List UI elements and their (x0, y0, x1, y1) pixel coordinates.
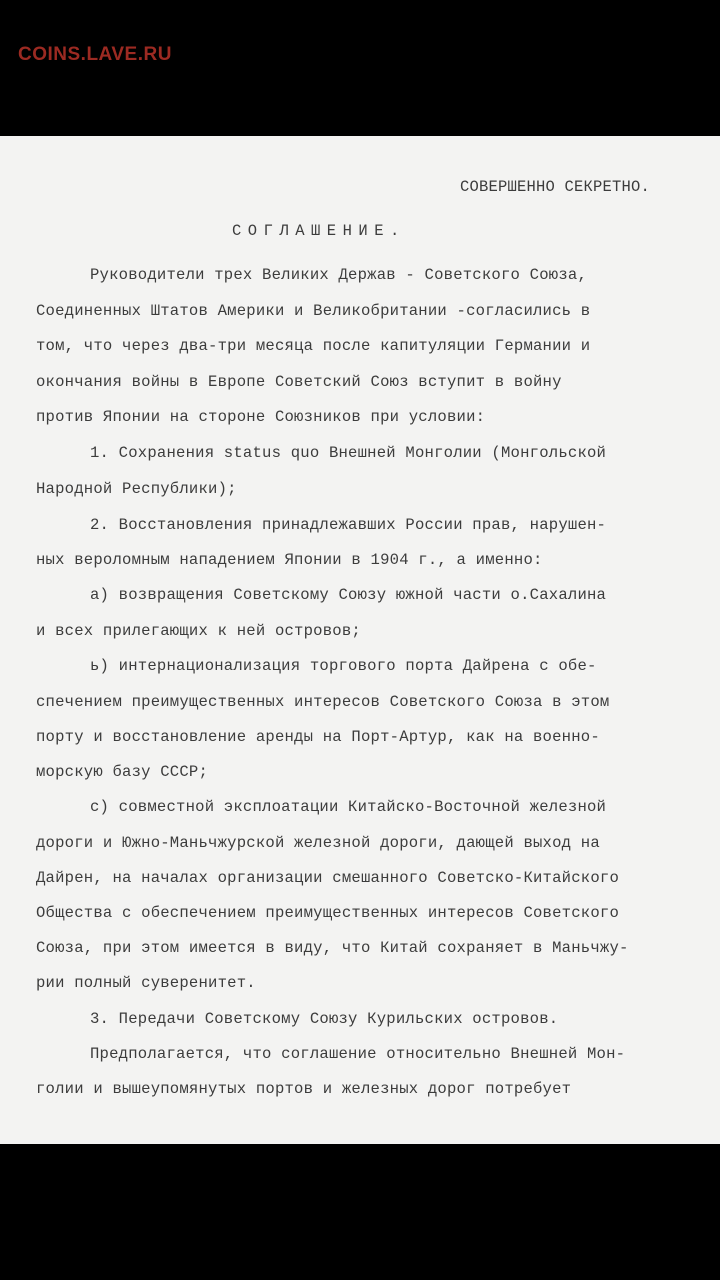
text-line: Народной Республики); (36, 480, 237, 498)
text-line: дороги и Южно-Маньчжурской железной дороги, дающей выход на (36, 834, 600, 852)
site-watermark: COINS.LAVE.RU (18, 44, 172, 65)
text-line: Дайрен, на началах организации смешанного Советско-Китайского (36, 869, 620, 887)
text-line: Руководители трех Великих Держав - Советского Союза, (90, 266, 588, 284)
text-line: ных вероломным нападением Японии в 1904 г., а именно: (36, 551, 543, 569)
document-page (0, 136, 720, 1144)
text-line: Предполагается, что соглашение относительно Внешней Мон- (90, 1045, 626, 1063)
classification-stamp: СОВЕРШЕННО СЕКРЕТНО. (460, 178, 651, 196)
text-line: морскую базу СССР; (36, 763, 209, 781)
text-line: окончания войны в Европе Советский Союз вступит в войну (36, 373, 562, 391)
text-line: с) совместной эксплоатации Китайско-Восточной железной (90, 798, 607, 816)
text-line: рии полный суверенитет. (36, 974, 256, 992)
text-line: Соединенных Штатов Америки и Великобритании -согласились в (36, 302, 591, 320)
document-title: СОГЛАШЕНИЕ. (232, 222, 406, 240)
text-line: Общества с обеспечением преимущественных интересов Советского (36, 904, 620, 922)
text-line: Союза, при этом имеется в виду, что Китай сохраняет в Маньчжу- (36, 939, 629, 957)
text-line: а) возвращения Советскому Союзу южной части о.Сахалина (90, 586, 607, 604)
text-line: и всех прилегающих к ней островов; (36, 622, 361, 640)
text-line: порту и восстановление аренды на Порт-Артур, как на военно- (36, 728, 600, 746)
text-line: ь) интернационализация торгового порта Дайрена с обе- (90, 657, 597, 675)
text-line: 3. Передачи Советскому Союзу Курильских островов. (90, 1010, 559, 1028)
text-line: голии и вышеупомянутых портов и железных дорог потребует (36, 1080, 572, 1098)
text-line: спечением преимущественных интересов Советского Союза в этом (36, 693, 610, 711)
text-line: 1. Сохранения status quo Внешней Монголии (Монгольской (90, 444, 607, 462)
text-line: против Японии на стороне Союзников при условии: (36, 408, 486, 426)
text-line: том, что через два-три месяца после капитуляции Германии и (36, 337, 591, 355)
text-line: 2. Восстановления принадлежавших России прав, нарушен- (90, 516, 607, 534)
